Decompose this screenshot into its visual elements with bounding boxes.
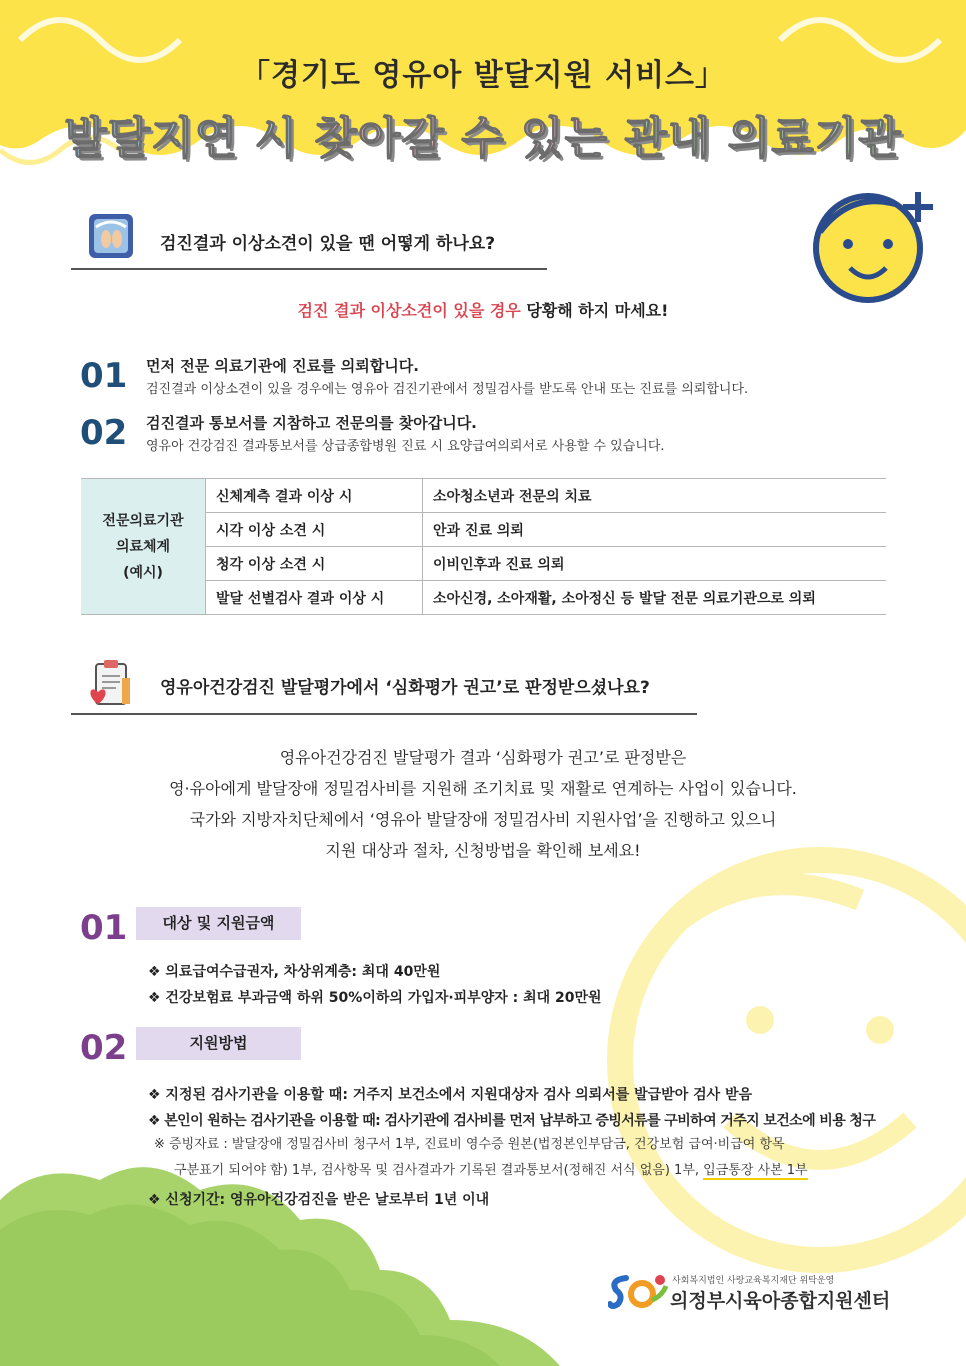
table-head-line-1: 전문의료기관: [102, 512, 184, 529]
block2-bullet-2: ❖ 본인이 원하는 검사기관을 이용할 때: 검사기관에 검사비를 먼저 납부하고 증빙서류를 구비하여 거주지 보건소에 비용 청구: [148, 1113, 876, 1129]
footer-org-name: 의정부시육아종합지원센터: [670, 1290, 891, 1312]
section2-question: 영유아건강검진 발달평가에서 ‘심화평가 권고’로 판정받으셨나요?: [160, 678, 650, 698]
block2-number: 02: [80, 1028, 128, 1068]
paragraph-line-2: 영·유아에게 발달장애 정밀검사비를 지원해 조기치료 및 재활로 연계하는 사업이 있습니다.: [169, 779, 797, 798]
subtitle-part-2: 찾아갈 수 있는: [314, 113, 609, 164]
step-desc-2: 영유아 건강검진 결과통보서를 상급종합병원 진료 시 요양급여의뢰서로 사용할 수 있습니다.: [146, 439, 665, 454]
table-action-cell: 소아청소년과 전문의 치료: [423, 479, 887, 513]
section1-divider: [71, 268, 547, 270]
block2-bullet-3: ❖ 신청기간: 영유아건강검진을 받은 날로부터 1년 이내: [148, 1192, 490, 1208]
step-desc-1: 검진결과 이상소견이 있을 경우에는 영유아 검진기관에서 정밀검사를 받도록 안내 또는 진료를 의뢰합니다.: [146, 382, 749, 397]
intro-red-text: 검진 결과 이상소견이 있을 경우: [297, 301, 521, 320]
referral-table: [81, 478, 886, 615]
logo-icon: [608, 1270, 670, 1312]
table-head-cell: [81, 479, 206, 615]
table-head-line-2: 의료체계: [115, 538, 171, 555]
block1-bullet-2: ❖ 건강보험료 부과금액 하위 50%이하의 가입자·피부양자 : 최대 20만원: [148, 990, 602, 1006]
table-condition-cell: 신체계측 결과 이상 시: [206, 479, 423, 513]
faded-smiley-background: [560, 800, 966, 1280]
feet-checkup-icon: [88, 213, 134, 259]
block2-note-2: [174, 1158, 808, 1184]
subtitle-part-3: 관내 의료기관: [624, 113, 902, 164]
table-head-line-3: (예시): [123, 564, 163, 581]
header-subtitle: [0, 102, 966, 166]
block1-bullet-1: ❖ 의료급여수급권자, 차상위계층: 최대 40만원: [148, 964, 441, 980]
subtitle-part-1: 발달지연 시: [64, 113, 299, 164]
table-condition-cell: 청각 이상 소견 시: [206, 547, 423, 581]
table-action-cell: 안과 진료 의뢰: [423, 513, 887, 547]
header-title: 「경기도 영유아 발달지원 서비스」: [239, 58, 727, 93]
section1-intro: [0, 298, 966, 321]
note-2-text: 구분표기 되어야 함) 1부, 검사항목 및 검사결과가 기록된 결과통보서(정해진 서식 없음) 1부,: [174, 1163, 700, 1178]
table-row: [81, 479, 886, 513]
step-title-2: 검진결과 통보서를 지참하고 전문의를 찾아갑니다.: [146, 414, 477, 432]
block2-tag: 지원방법: [136, 1027, 301, 1060]
step-title-1: 먼저 전문 의료기관에 진료를 의뢰합니다.: [146, 357, 419, 375]
footer-org-small: 사회복지법인 사랑교육복지재단 위탁운영: [672, 1276, 835, 1286]
table-condition-cell: 발달 선별검사 결과 이상 시: [206, 581, 423, 615]
clipboard-heart-icon: [86, 658, 134, 708]
table-action-cell: 이비인후과 진료 의뢰: [423, 547, 887, 581]
paragraph-line-3: 국가와 지방자치단체에서 ‘영유아 발달장애 정밀검사비 지원사업’을 진행하고 있으니: [189, 810, 777, 829]
block2-bullet-1: ❖ 지정된 검사기관을 이용할 때: 거주지 보건소에서 지원대상자 검사 의뢰서를 발급받아 검사 받음: [148, 1087, 753, 1103]
block2-note-1: ※ 증빙자료 : 발달장애 정밀검사비 청구서 1부, 진료비 영수증 원본(법정본인부담금, 건강보험 급여·비급여 항목: [154, 1137, 785, 1152]
paragraph-line-4: 지원 대상과 절차, 신청방법을 확인해 보세요!: [325, 841, 641, 860]
table-action-cell: 소아신경, 소아재활, 소아정신 등 발달 전문 의료기관으로 의뢰: [423, 581, 887, 615]
step-number-1: 01: [80, 356, 128, 396]
smiley-face-icon: [800, 182, 945, 307]
section1-question: 검진결과 이상소견이 있을 땐 어떻게 하나요?: [160, 234, 496, 254]
section2-divider: [71, 713, 697, 715]
note-2-underlined: 입금통장 사본 1부: [703, 1163, 808, 1178]
step-number-2: 02: [80, 413, 128, 453]
section2-paragraph: [0, 742, 966, 866]
block1-tag: 대상 및 지원금액: [136, 907, 301, 940]
table-condition-cell: 시각 이상 소견 시: [206, 513, 423, 547]
intro-black-text: 당황해 하지 마세요!: [526, 301, 669, 320]
block1-number: 01: [80, 908, 128, 948]
paragraph-line-1: 영유아건강검진 발달평가 결과 ‘심화평가 권고’로 판정받은: [279, 748, 687, 767]
